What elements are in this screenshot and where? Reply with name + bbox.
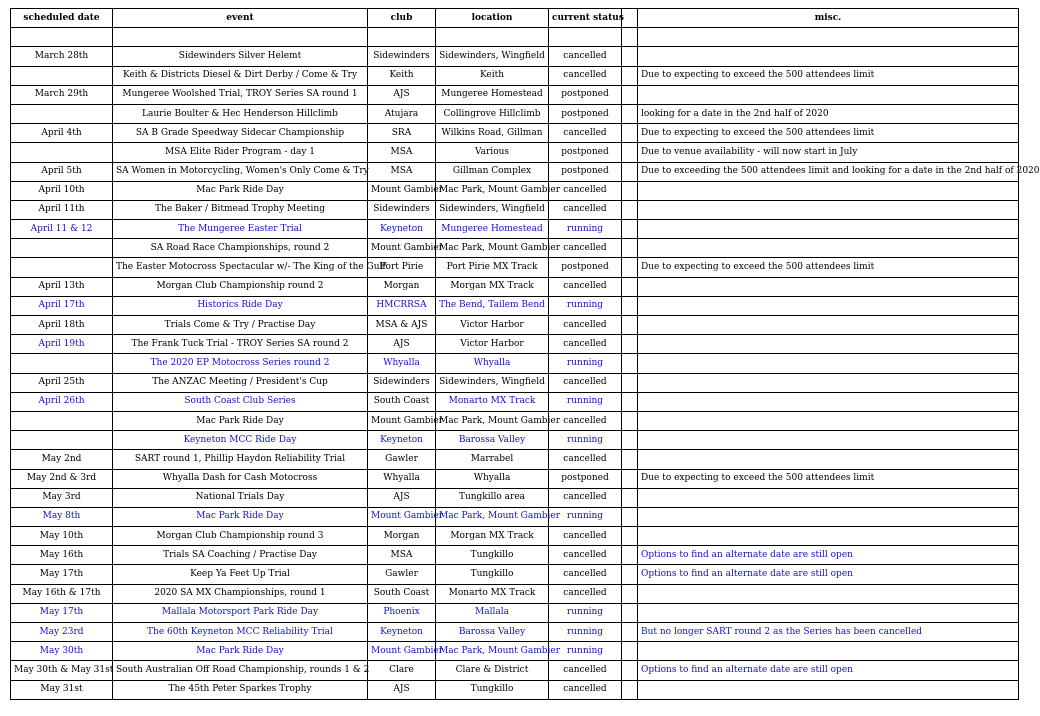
cell-blank	[622, 162, 638, 181]
cell-misc	[638, 220, 1019, 239]
cell-blank	[622, 546, 638, 565]
cell-location: Tungkillo	[436, 546, 549, 565]
cell-misc	[638, 411, 1019, 430]
cell-scheduled-date: May 31st	[11, 680, 113, 699]
cell-current-status: running	[549, 623, 622, 642]
cell-current-status: running	[549, 603, 622, 622]
cell-scheduled-date: March 28th	[11, 47, 113, 66]
cell-club: Atujara	[368, 104, 436, 123]
cell-club: Sidewinders	[368, 200, 436, 219]
cell-current-status	[549, 28, 622, 47]
header-current-status: current status	[549, 9, 622, 28]
cell-scheduled-date: May 17th	[11, 565, 113, 584]
table-row	[11, 162, 1019, 181]
table-row	[11, 143, 1019, 162]
cell-location: Barossa Valley	[436, 431, 549, 450]
cell-misc: Due to expecting to exceed the 500 attendees limit	[638, 66, 1019, 85]
cell-current-status: postponed	[549, 162, 622, 181]
cell-blank	[622, 392, 638, 411]
cell-misc	[638, 47, 1019, 66]
events-table	[10, 8, 1040, 700]
cell-blank	[622, 47, 638, 66]
cell-event: Trials SA Coaching / Practise Day	[113, 546, 368, 565]
cell-event: Mungeree Woolshed Trial, TROY Series SA round 1	[113, 85, 368, 104]
cell-misc	[638, 603, 1019, 622]
cell-scheduled-date: May 8th	[11, 507, 113, 526]
cell-club: AJS	[368, 85, 436, 104]
table-row	[11, 603, 1019, 622]
cell-event: Mac Park Ride Day	[113, 181, 368, 200]
cell-blank	[622, 85, 638, 104]
table-row	[11, 200, 1019, 219]
cell-blank	[622, 584, 638, 603]
cell-blank	[622, 431, 638, 450]
cell-event: Whyalla Dash for Cash Motocross	[113, 469, 368, 488]
table-row	[11, 507, 1019, 526]
cell-misc	[638, 296, 1019, 315]
cell-misc	[638, 431, 1019, 450]
cell-blank	[622, 296, 638, 315]
cell-misc: Options to find an alternate date are still open	[638, 546, 1019, 565]
cell-location: Whyalla	[436, 354, 549, 373]
cell-club: Port Pirie	[368, 258, 436, 277]
cell-event: The 2020 EP Motocross Series round 2	[113, 354, 368, 373]
table-row	[11, 469, 1019, 488]
header-event: event	[113, 9, 368, 28]
cell-event: Mac Park Ride Day	[113, 411, 368, 430]
cell-current-status: running	[549, 296, 622, 315]
cell-misc	[638, 392, 1019, 411]
cell-location: Collingrove Hillclimb	[436, 104, 549, 123]
cell-blank	[622, 124, 638, 143]
cell-scheduled-date	[11, 354, 113, 373]
cell-blank	[622, 143, 638, 162]
cell-misc: looking for a date in the 2nd half of 2020	[638, 104, 1019, 123]
cell-scheduled-date: May 2nd	[11, 450, 113, 469]
cell-current-status: cancelled	[549, 450, 622, 469]
table-row	[11, 373, 1019, 392]
cell-current-status: cancelled	[549, 181, 622, 200]
cell-misc: Options to find an alternate date are still open	[638, 661, 1019, 680]
cell-blank	[622, 181, 638, 200]
cell-club: South Coast	[368, 584, 436, 603]
cell-club: Mount Gambier	[368, 507, 436, 526]
cell-location: Gillman Complex	[436, 162, 549, 181]
cell-club: Keyneton	[368, 220, 436, 239]
cell-location: Monarto MX Track	[436, 584, 549, 603]
cell-misc	[638, 181, 1019, 200]
cell-scheduled-date: May 30th	[11, 642, 113, 661]
cell-scheduled-date: May 2nd & 3rd	[11, 469, 113, 488]
cell-club: Keyneton	[368, 431, 436, 450]
cell-current-status: cancelled	[549, 565, 622, 584]
cell-scheduled-date: May 30th & May 31st	[11, 661, 113, 680]
cell-current-status: cancelled	[549, 373, 622, 392]
cell-current-status: cancelled	[549, 488, 622, 507]
cell-location: Mac Park, Mount Gambier	[436, 181, 549, 200]
cell-event: Sidewinders Silver Helemt	[113, 47, 368, 66]
table-row	[11, 296, 1019, 315]
cell-current-status: cancelled	[549, 680, 622, 699]
cell-location: Marrabel	[436, 450, 549, 469]
cell-event: Keith & Districts Diesel & Dirt Derby / Come & Try	[113, 66, 368, 85]
cell-event: Mac Park Ride Day	[113, 642, 368, 661]
cell-misc: But no longer SART round 2 as the Series has been cancelled	[638, 623, 1019, 642]
cell-club: Morgan	[368, 277, 436, 296]
cell-location: Monarto MX Track	[436, 392, 549, 411]
cell-location: Mac Park, Mount Gambier	[436, 507, 549, 526]
header-club: club	[368, 9, 436, 28]
table-row	[11, 335, 1019, 354]
cell-club: Mount Gambier	[368, 642, 436, 661]
cell-blank	[622, 200, 638, 219]
cell-scheduled-date: April 4th	[11, 124, 113, 143]
cell-event: MSA Elite Rider Program - day 1	[113, 143, 368, 162]
cell-current-status: cancelled	[549, 546, 622, 565]
cell-misc	[638, 527, 1019, 546]
table-row	[11, 277, 1019, 296]
cell-event: The Mungeree Easter Trial	[113, 220, 368, 239]
table-row	[11, 258, 1019, 277]
cell-blank	[622, 507, 638, 526]
cell-event: Mallala Motorsport Park Ride Day	[113, 603, 368, 622]
cell-current-status: cancelled	[549, 277, 622, 296]
table-row	[11, 181, 1019, 200]
cell-blank	[622, 316, 638, 335]
cell-current-status: running	[549, 354, 622, 373]
cell-event: Morgan Club Championship round 3	[113, 527, 368, 546]
cell-club: MSA	[368, 162, 436, 181]
cell-misc: Due to expecting to exceed the 500 attendees limit	[638, 124, 1019, 143]
cell-current-status: postponed	[549, 258, 622, 277]
cell-club: Mount Gambier	[368, 411, 436, 430]
cell-scheduled-date: April 5th	[11, 162, 113, 181]
cell-event: Mac Park Ride Day	[113, 507, 368, 526]
table-row	[11, 584, 1019, 603]
cell-club: Mount Gambier	[368, 239, 436, 258]
cell-scheduled-date: May 10th	[11, 527, 113, 546]
cell-misc: Due to expecting to exceed the 500 attendees limit	[638, 258, 1019, 277]
table-row	[11, 66, 1019, 85]
cell-location: Victor Harbor	[436, 316, 549, 335]
cell-blank	[622, 335, 638, 354]
cell-misc	[638, 200, 1019, 219]
table-row	[11, 431, 1019, 450]
cell-misc	[638, 488, 1019, 507]
cell-location: The Bend, Tailem Bend	[436, 296, 549, 315]
table-row	[11, 450, 1019, 469]
header-blank	[622, 9, 638, 28]
table-row	[11, 527, 1019, 546]
cell-current-status: running	[549, 220, 622, 239]
cell-current-status: cancelled	[549, 527, 622, 546]
cell-event: SA B Grade Speedway Sidecar Championship	[113, 124, 368, 143]
cell-blank	[622, 220, 638, 239]
cell-scheduled-date: May 17th	[11, 603, 113, 622]
table-row	[11, 411, 1019, 430]
cell-misc	[638, 373, 1019, 392]
cell-misc	[638, 277, 1019, 296]
cell-event: SA Road Race Championships, round 2	[113, 239, 368, 258]
cell-club: Keyneton	[368, 623, 436, 642]
cell-location: Sidewinders, Wingfield	[436, 373, 549, 392]
cell-misc: Due to expecting to exceed the 500 attendees limit	[638, 469, 1019, 488]
cell-location: Mac Park, Mount Gambier	[436, 411, 549, 430]
cell-current-status: running	[549, 642, 622, 661]
cell-location: Sidewinders, Wingfield	[436, 47, 549, 66]
cell-location: Sidewinders, Wingfield	[436, 200, 549, 219]
table-row	[11, 220, 1019, 239]
cell-location: Tungkillo	[436, 565, 549, 584]
cell-blank	[622, 469, 638, 488]
cell-club: Sidewinders	[368, 47, 436, 66]
cell-scheduled-date	[11, 431, 113, 450]
cell-scheduled-date: May 16th	[11, 546, 113, 565]
cell-location: Barossa Valley	[436, 623, 549, 642]
cell-club: HMCRRSA	[368, 296, 436, 315]
cell-club: MSA & AJS	[368, 316, 436, 335]
table-row	[11, 47, 1019, 66]
cell-scheduled-date	[11, 411, 113, 430]
cell-location: Keith	[436, 66, 549, 85]
table-row	[11, 392, 1019, 411]
cell-location: Whyalla	[436, 469, 549, 488]
cell-scheduled-date: May 16th & 17th	[11, 584, 113, 603]
cell-current-status: running	[549, 431, 622, 450]
cell-current-status: postponed	[549, 85, 622, 104]
cell-scheduled-date: April 11 & 12	[11, 220, 113, 239]
cell-club: Clare	[368, 661, 436, 680]
cell-blank	[622, 623, 638, 642]
cell-blank	[622, 661, 638, 680]
table-row	[11, 680, 1019, 699]
cell-misc	[638, 507, 1019, 526]
cell-event: The 60th Keyneton MCC Reliability Trial	[113, 623, 368, 642]
table-row	[11, 124, 1019, 143]
cell-current-status: cancelled	[549, 661, 622, 680]
cell-misc	[638, 680, 1019, 699]
cell-club: Gawler	[368, 565, 436, 584]
cell-blank	[622, 527, 638, 546]
cell-club: MSA	[368, 143, 436, 162]
cell-club: AJS	[368, 488, 436, 507]
table-row	[11, 565, 1019, 584]
cell-misc	[638, 85, 1019, 104]
cell-scheduled-date: April 26th	[11, 392, 113, 411]
table-row	[11, 642, 1019, 661]
cell-scheduled-date	[11, 66, 113, 85]
cell-location: Wilkins Road, Gillman	[436, 124, 549, 143]
cell-event: The Easter Motocross Spectacular w/- The King of the Gulf	[113, 258, 368, 277]
cell-event: Keyneton MCC Ride Day	[113, 431, 368, 450]
table-row	[11, 85, 1019, 104]
cell-scheduled-date: April 13th	[11, 277, 113, 296]
table-row	[11, 661, 1019, 680]
cell-event: South Australian Off Road Championship, rounds 1 & 2	[113, 661, 368, 680]
cell-event: The ANZAC Meeting / President's Cup	[113, 373, 368, 392]
cell-blank	[622, 642, 638, 661]
cell-club: Morgan	[368, 527, 436, 546]
cell-misc: Due to exceeding the 500 attendees limit and looking for a date in the 2nd half of 2020	[638, 162, 1019, 181]
cell-current-status: cancelled	[549, 239, 622, 258]
cell-scheduled-date: April 11th	[11, 200, 113, 219]
cell-event: SART round 1, Phillip Haydon Reliability Trial	[113, 450, 368, 469]
cell-club: MSA	[368, 546, 436, 565]
cell-blank	[622, 488, 638, 507]
cell-misc	[638, 450, 1019, 469]
cell-location: Mac Park, Mount Gambier	[436, 642, 549, 661]
cell-misc	[638, 642, 1019, 661]
table-row	[11, 488, 1019, 507]
cell-blank	[622, 603, 638, 622]
cell-misc	[638, 239, 1019, 258]
cell-misc	[638, 335, 1019, 354]
cell-location: Mallala	[436, 603, 549, 622]
cell-event: Keep Ya Feet Up Trial	[113, 565, 368, 584]
cell-current-status: cancelled	[549, 316, 622, 335]
cell-misc: Options to find an alternate date are still open	[638, 565, 1019, 584]
header-misc: misc.	[638, 9, 1019, 28]
cell-location: Tungkillo area	[436, 488, 549, 507]
cell-current-status: cancelled	[549, 335, 622, 354]
cell-blank	[622, 66, 638, 85]
cell-club: Keith	[368, 66, 436, 85]
cell-event: The Frank Tuck Trial - TROY Series SA round 2	[113, 335, 368, 354]
cell-club: SRA	[368, 124, 436, 143]
cell-scheduled-date	[11, 143, 113, 162]
cell-scheduled-date	[11, 258, 113, 277]
cell-scheduled-date: April 17th	[11, 296, 113, 315]
table-row	[11, 546, 1019, 565]
cell-event: National Trials Day	[113, 488, 368, 507]
cell-current-status: cancelled	[549, 411, 622, 430]
cell-blank	[622, 239, 638, 258]
cell-current-status: cancelled	[549, 584, 622, 603]
cell-club: AJS	[368, 680, 436, 699]
cell-club: AJS	[368, 335, 436, 354]
cell-current-status: cancelled	[549, 200, 622, 219]
cell-event	[113, 28, 368, 47]
header-row	[11, 9, 1019, 28]
table-row	[11, 316, 1019, 335]
cell-current-status: postponed	[549, 143, 622, 162]
cell-blank	[622, 354, 638, 373]
cell-location: Various	[436, 143, 549, 162]
cell-event: Trials Come & Try / Practise Day	[113, 316, 368, 335]
cell-scheduled-date: May 23rd	[11, 623, 113, 642]
cell-location: Morgan MX Track	[436, 277, 549, 296]
cell-event: The Baker / Bitmead Trophy Meeting	[113, 200, 368, 219]
cell-scheduled-date: April 18th	[11, 316, 113, 335]
cell-club: Phoenix	[368, 603, 436, 622]
table-row	[11, 623, 1019, 642]
cell-location: Clare & District	[436, 661, 549, 680]
cell-blank	[622, 450, 638, 469]
cell-blank	[622, 411, 638, 430]
cell-misc	[638, 316, 1019, 335]
cell-club: Whyalla	[368, 469, 436, 488]
cell-location: Morgan MX Track	[436, 527, 549, 546]
cell-location: Mac Park, Mount Gambier	[436, 239, 549, 258]
cell-event: SA Women in Motorcycling, Women's Only Come & Try	[113, 162, 368, 181]
cell-scheduled-date: April 10th	[11, 181, 113, 200]
cell-scheduled-date	[11, 104, 113, 123]
cell-location: Mungeree Homestead	[436, 220, 549, 239]
table-row	[11, 239, 1019, 258]
cell-current-status: cancelled	[549, 47, 622, 66]
cell-location: Mungeree Homestead	[436, 85, 549, 104]
events-table-body	[11, 28, 1040, 700]
cell-club: Whyalla	[368, 354, 436, 373]
cell-scheduled-date: March 29th	[11, 85, 113, 104]
cell-misc: Due to venue availability - will now start in July	[638, 143, 1019, 162]
cell-event: South Coast Club Series	[113, 392, 368, 411]
table-row	[11, 354, 1019, 373]
cell-blank	[622, 565, 638, 584]
cell-blank	[622, 28, 638, 47]
cell-blank	[622, 373, 638, 392]
table-row	[11, 28, 1019, 47]
cell-misc	[638, 584, 1019, 603]
cell-club: South Coast	[368, 392, 436, 411]
cell-event: 2020 SA MX Championships, round 1	[113, 584, 368, 603]
cell-misc	[638, 28, 1019, 47]
cell-event: Laurie Boulter & Hec Henderson Hillclimb	[113, 104, 368, 123]
cell-scheduled-date: May 3rd	[11, 488, 113, 507]
cell-scheduled-date	[11, 239, 113, 258]
cell-club: Sidewinders	[368, 373, 436, 392]
cell-blank	[622, 104, 638, 123]
cell-event: The 45th Peter Sparkes Trophy	[113, 680, 368, 699]
cell-location	[436, 28, 549, 47]
cell-club	[368, 28, 436, 47]
cell-event: Morgan Club Championship round 2	[113, 277, 368, 296]
cell-location: Victor Harbor	[436, 335, 549, 354]
cell-event: Historics Ride Day	[113, 296, 368, 315]
cell-current-status: running	[549, 507, 622, 526]
header-location: location	[436, 9, 549, 28]
cell-location: Tungkillo	[436, 680, 549, 699]
cell-scheduled-date: April 19th	[11, 335, 113, 354]
table-row	[11, 104, 1019, 123]
cell-current-status: postponed	[549, 469, 622, 488]
cell-current-status: postponed	[549, 104, 622, 123]
cell-current-status: cancelled	[549, 124, 622, 143]
cell-blank	[622, 277, 638, 296]
cell-club: Gawler	[368, 450, 436, 469]
cell-current-status: cancelled	[549, 66, 622, 85]
cell-blank	[622, 680, 638, 699]
header-scheduled-date: scheduled date	[11, 9, 113, 28]
cell-scheduled-date	[11, 28, 113, 47]
cell-scheduled-date: April 25th	[11, 373, 113, 392]
cell-location: Port Pirie MX Track	[436, 258, 549, 277]
cell-misc	[638, 354, 1019, 373]
cell-blank	[622, 258, 638, 277]
cell-club: Mount Gambier	[368, 181, 436, 200]
cell-current-status: running	[549, 392, 622, 411]
